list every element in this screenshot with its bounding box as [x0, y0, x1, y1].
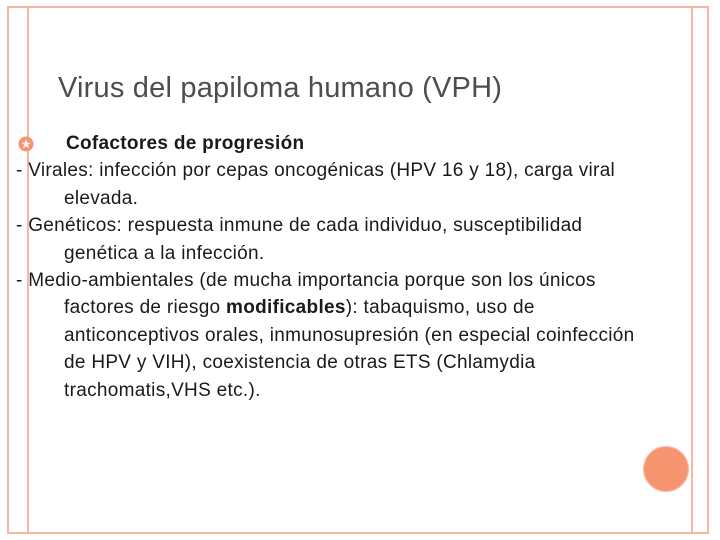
list-item-text-after: ): tabaquismo, uso de anticonceptivos orales, inmunosupresión (en especial coinfección de HPV y VIH), coexistencia de otras ETS (Chlamydia trachomatis,VHS etc.). — [64, 297, 635, 401]
star-bullet-icon — [18, 136, 34, 152]
list-item-geneticos: - Genéticos: respuesta inmune de cada individuo, susceptibilidad genética a la infección. — [16, 215, 583, 264]
list-item-virales: - Virales: infección por cepas oncogénicas (HPV 16 y 18), carga viral elevada. — [16, 160, 616, 209]
decorative-circle — [644, 447, 688, 491]
list-item-text-before: - Medio-ambientales (de mucha importancia porque son los únicos factores de riesgo — [16, 270, 596, 319]
list-item-medioambientales — [8, 267, 640, 404]
slide-content — [8, 130, 640, 404]
slide-title: Virus del papiloma humano (VPH) — [58, 72, 503, 104]
list-item-text-bold: modificables — [226, 297, 346, 319]
bullet-heading: Cofactores de progresión — [66, 133, 305, 154]
bullet-heading-row — [8, 130, 640, 157]
